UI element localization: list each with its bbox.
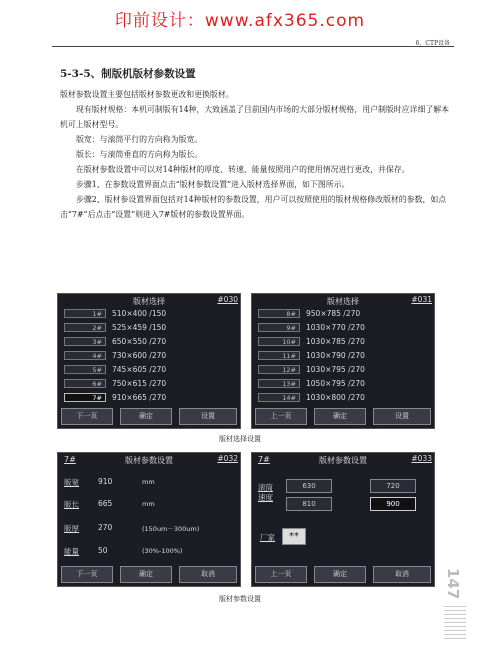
plate-row <box>258 364 365 374</box>
plate-row <box>64 322 166 332</box>
button-bar <box>255 408 431 425</box>
width-unit: mm <box>142 478 155 486</box>
body-text <box>60 87 452 222</box>
page-edge-decoration <box>444 606 466 640</box>
plate-row <box>64 308 166 318</box>
button-bar <box>61 408 237 425</box>
plate-size: 730×600 /270 <box>112 350 167 360</box>
caption-plate-params: 版材参数设置 <box>219 595 261 603</box>
plate-param-screen-2 <box>251 452 435 587</box>
cancel-button[interactable]: 取消 <box>179 566 237 583</box>
plate-size: 1030×785 /270 <box>306 336 365 346</box>
screen-code: #031 <box>411 295 432 304</box>
speed-option-630[interactable]: 630 <box>286 479 332 493</box>
plate-select-screen-2 <box>251 293 435 429</box>
prev-page-button[interactable]: 上一页 <box>255 566 307 583</box>
speed-option-720[interactable]: 720 <box>370 479 416 493</box>
next-page-button[interactable]: 下一页 <box>61 566 113 583</box>
plate-size: 1030×800 /270 <box>306 392 365 402</box>
screen-code: #033 <box>411 454 432 463</box>
energy-value[interactable]: 50 <box>98 546 108 555</box>
screen-title: 版材选择 <box>327 297 359 306</box>
screen-title: 版材选择 <box>133 297 165 306</box>
button-bar <box>255 566 431 583</box>
plate-size: 750×615 /270 <box>112 378 167 388</box>
settings-button[interactable]: 设置 <box>373 408 431 425</box>
energy-unit: (30%-100%) <box>142 547 183 555</box>
plate-row <box>258 336 365 346</box>
running-header: 6、CTP设备 <box>415 40 450 47</box>
plate-param-screen-1 <box>57 452 241 587</box>
screen-code: #032 <box>217 454 238 463</box>
thickness-value[interactable]: 270 <box>98 523 113 532</box>
plate-row <box>64 350 166 360</box>
length-unit: mm <box>142 500 155 508</box>
confirm-button[interactable]: 确定 <box>120 408 172 425</box>
speed-option-810[interactable]: 810 <box>286 497 332 511</box>
paragraph: 版宽：与滚筒平行的方向称为版宽。 <box>76 135 203 144</box>
plate-select-button[interactable]: 12# <box>258 365 300 374</box>
plate-size: 510×400 /150 <box>112 308 167 318</box>
plate-size: 1030×770 /270 <box>306 322 365 332</box>
plate-select-button[interactable]: 6# <box>64 379 106 388</box>
paragraph: 步骤2、版材参设置界面包括对14种版材的参数设置，用户可以按照使用的版材规格修改版材的参数，如点击“7#”后点击“设置”则进入7#版材的参数设置界面。 <box>60 195 447 219</box>
confirm-button[interactable]: 确定 <box>120 566 172 583</box>
paragraph: 现有版材规格：本机可制版有14种，大致涵盖了目前国内市场的大部分版材规格，用户制版时应详细了解本机可上版材型号。 <box>60 105 450 129</box>
paragraph: 版材参数设置主要包括版材参数更改和更换版材。 <box>60 90 234 99</box>
factory-value[interactable]: ** <box>282 528 306 545</box>
plate-select-button[interactable]: 11# <box>258 351 300 360</box>
screen-code: #030 <box>217 295 238 304</box>
plate-id: 7# <box>64 455 76 464</box>
plate-select-button[interactable]: 9# <box>258 323 300 332</box>
plate-row <box>258 322 365 332</box>
plate-row <box>258 308 360 318</box>
plate-size: 1030×795 /270 <box>306 364 365 374</box>
button-bar <box>61 566 237 583</box>
plate-select-screen-1 <box>57 293 241 429</box>
plate-row <box>64 336 166 346</box>
plate-select-button[interactable]: 13# <box>258 379 300 388</box>
paragraph: 版长：与滚筒垂直的方向称为版长。 <box>76 150 203 159</box>
confirm-button[interactable]: 确定 <box>314 566 366 583</box>
plate-id: 7# <box>258 455 270 464</box>
prev-page-button[interactable]: 上一页 <box>255 408 307 425</box>
next-page-button[interactable]: 下一页 <box>61 408 113 425</box>
plate-row <box>258 350 365 360</box>
plate-select-button[interactable]: 8# <box>258 309 300 318</box>
screen-title: 版材参数设置 <box>125 456 173 465</box>
plate-size: 1050×795 /270 <box>306 378 365 388</box>
plate-select-button[interactable]: 3# <box>64 337 106 346</box>
plate-select-button[interactable]: 7# <box>64 393 106 402</box>
watermark: 印前设计：www.afx365.com <box>114 11 366 31</box>
plate-size: 1030×790 /270 <box>306 350 365 360</box>
plate-select-button[interactable]: 10# <box>258 337 300 346</box>
header-rule <box>52 46 454 47</box>
plate-size: 745×605 /270 <box>112 364 167 374</box>
drum-speed-label: 滚筒 速度 <box>258 483 273 502</box>
plate-row <box>258 378 365 388</box>
length-value[interactable]: 665 <box>98 499 113 508</box>
plate-size: 950×785 /270 <box>306 308 361 318</box>
width-label: 版宽 <box>64 478 79 487</box>
width-value[interactable]: 910 <box>98 477 113 486</box>
plate-row <box>64 364 166 374</box>
plate-size: 650×550 /270 <box>112 336 167 346</box>
caption-plate-select: 版材选择设置 <box>219 435 261 443</box>
plate-select-button[interactable]: 4# <box>64 351 106 360</box>
plate-size: 910×665 /270 <box>112 392 167 402</box>
paragraph: 在版材参数设置中可以对14种版材的厚度、转速、能量按照用户的使用情况进行更改，并保存。 <box>76 165 410 174</box>
factory-label: 厂家 <box>260 533 275 542</box>
thickness-label: 版厚 <box>64 524 79 533</box>
confirm-button[interactable]: 确定 <box>314 408 366 425</box>
plate-select-button[interactable]: 5# <box>64 365 106 374</box>
plate-row <box>64 392 166 402</box>
energy-label: 能量 <box>64 547 79 556</box>
screen-title: 版材参数设置 <box>319 456 367 465</box>
settings-button[interactable]: 设置 <box>179 408 237 425</box>
speed-option-900[interactable]: 900 <box>370 497 416 511</box>
length-label: 版长 <box>64 500 79 509</box>
thickness-unit: (150um－300um) <box>142 525 200 533</box>
plate-select-button[interactable]: 2# <box>64 323 106 332</box>
page-number: 147 <box>444 568 462 600</box>
cancel-button[interactable]: 取消 <box>373 566 431 583</box>
plate-size: 525×459 /150 <box>112 322 167 332</box>
plate-select-button[interactable]: 1# <box>64 309 106 318</box>
section-title: 5-3-5、制版机版材参数设置 <box>60 68 196 80</box>
plate-select-button[interactable]: 14# <box>258 393 300 402</box>
plate-row <box>64 378 166 388</box>
paragraph: 步骤1、在参数设置界面点击“版材参数设置”进入版材选择界面，如下图所示。 <box>76 180 350 189</box>
plate-row <box>258 392 365 402</box>
